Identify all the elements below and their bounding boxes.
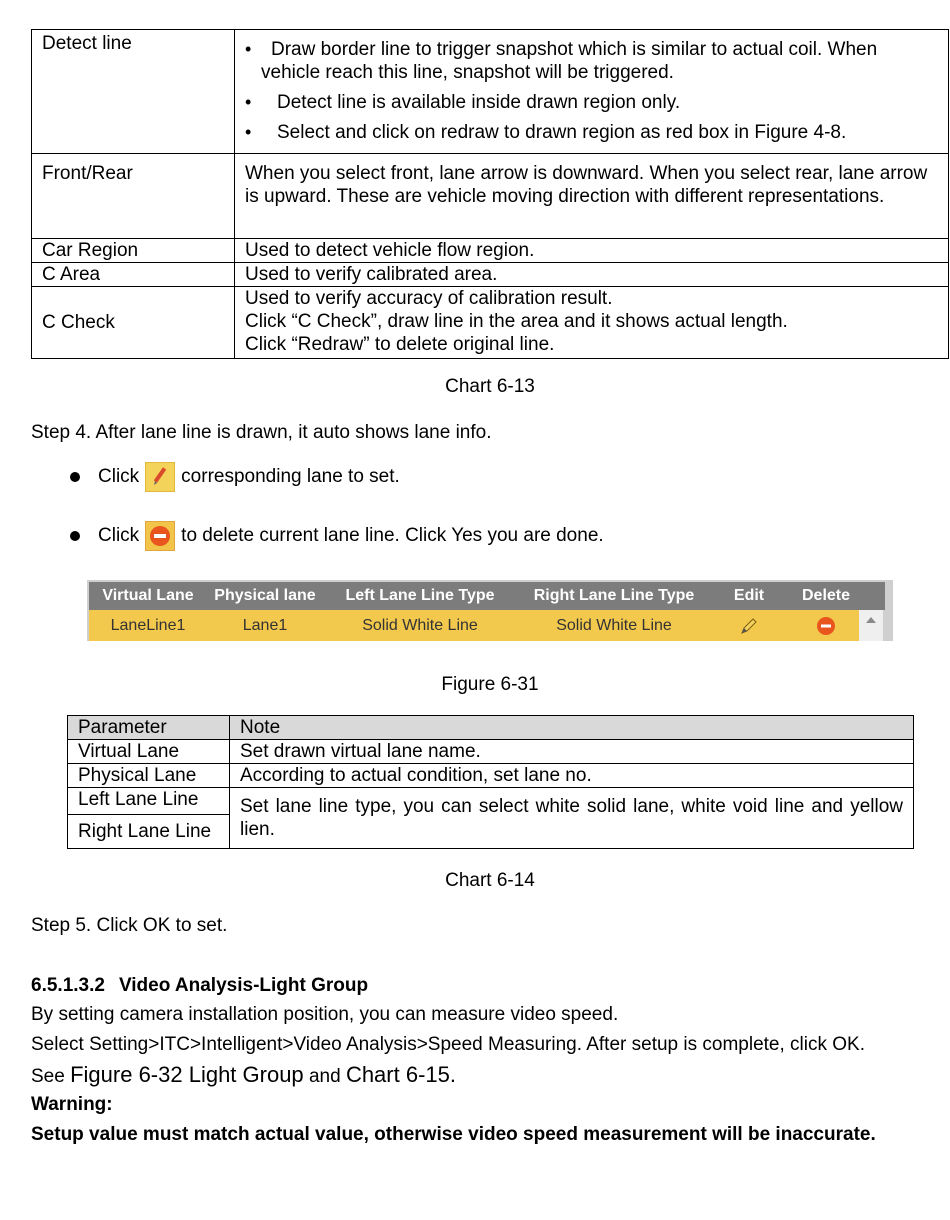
virtual-lane-cell: LaneLine1 [110, 616, 186, 634]
list-item: • Detect line is available inside drawn region only. [245, 91, 938, 114]
warning-text: Setup value must match actual value, otherwise video speed measurement will be inaccurate. [31, 1124, 876, 1145]
param-cell: C Check [32, 287, 235, 359]
bullet-dot [70, 531, 80, 541]
note-cell: According to actual condition, set lane no. [230, 764, 914, 788]
chart-reference: Chart 6-15. [345, 1062, 456, 1087]
bullet-list [245, 38, 938, 144]
figure-caption: Figure 6-31 [441, 674, 539, 695]
grid-header [89, 582, 885, 610]
pencil-icon [738, 615, 760, 637]
section-number: 6.5.1.3.2 [31, 975, 105, 996]
note-cell: Used to verify calibrated area. [235, 263, 949, 287]
section-title: Video Analysis-Light Group [118, 975, 369, 996]
note-cell [235, 287, 949, 359]
param-cell: Front/Rear [32, 154, 235, 239]
note-cell [235, 30, 949, 154]
note-line: Click “C Check”, draw line in the area and it shows actual length. [245, 311, 788, 332]
delete-button[interactable] [787, 610, 865, 641]
column-header: Delete [801, 587, 851, 604]
bullet-text: Click [98, 466, 140, 487]
parameter-table-6-13 [31, 29, 949, 359]
scroll-up-arrow-icon [859, 610, 883, 641]
param-cell: Left Lane Line [68, 788, 230, 815]
minus-circle-icon [145, 521, 175, 551]
list-item [70, 460, 400, 494]
list-item: • Select and click on redraw to drawn region as red box in Figure 4-8. [245, 121, 938, 144]
column-header: Note [230, 716, 914, 740]
param-cell: C Area [32, 263, 235, 287]
right-line-type-cell: Solid White Line [556, 616, 672, 634]
column-header: Parameter [68, 716, 230, 740]
warning-label: Warning: [31, 1094, 113, 1115]
table-caption: Chart 6-14 [445, 870, 535, 891]
paragraph: By setting camera installation position, you can measure video speed. [31, 1004, 619, 1025]
bullet-text: corresponding lane to set. [181, 466, 400, 487]
paragraph [31, 1062, 456, 1088]
scrollbar[interactable] [859, 610, 883, 641]
param-cell: Detect line [32, 30, 235, 154]
section-heading [31, 975, 368, 997]
param-cell: Right Lane Line [68, 815, 230, 849]
column-header: Left Lane Line Type [345, 587, 495, 604]
bullet-text: to delete current lane line. Click Yes you are done. [181, 525, 604, 546]
note-cell: Used to detect vehicle flow region. [235, 239, 949, 263]
figure-reference: Figure 6-32 Light Group [70, 1062, 304, 1087]
column-header: Right Lane Line Type [533, 587, 695, 604]
param-cell: Physical Lane [68, 764, 230, 788]
parameter-table-6-14 [67, 715, 914, 849]
step-4-text: Step 4. After lane line is drawn, it auto shows lane info. [31, 422, 492, 443]
column-header: Edit [733, 587, 765, 604]
param-cell: Virtual Lane [68, 740, 230, 764]
column-header: Physical lane [214, 587, 316, 604]
column-header: Virtual Lane [102, 587, 194, 604]
note-cell: Set lane line type, you can select white solid lane, white void line and yellow lien. [230, 788, 914, 849]
param-cell: Car Region [32, 239, 235, 263]
table-caption: Chart 6-13 [445, 376, 535, 397]
note-line: Used to verify accuracy of calibration result. [245, 288, 613, 309]
note-line: Click “Redraw” to delete original line. [245, 334, 555, 355]
lane-info-grid [87, 580, 893, 641]
physical-lane-cell: Lane1 [242, 616, 288, 634]
pencil-icon [145, 462, 175, 492]
edit-button[interactable] [711, 610, 787, 641]
note-cell: Set drawn virtual lane name. [230, 740, 914, 764]
table-row[interactable] [89, 610, 859, 641]
see-text: See [31, 1066, 65, 1087]
left-line-type-cell: Solid White Line [362, 616, 478, 634]
list-item: • Draw border line to trigger snapshot which is similar to actual coil. When vehicle reach this line, snapshot will be triggered. [245, 38, 938, 84]
step-5-text: Step 5. Click OK to set. [31, 915, 228, 936]
minus-circle-icon [815, 615, 837, 637]
list-item [70, 519, 604, 553]
paragraph: Select Setting>ITC>Intelligent>Video Analysis>Speed Measuring. After setup is complete, click OK. [31, 1034, 865, 1055]
and-text: and [308, 1066, 341, 1087]
note-cell: When you select front, lane arrow is downward. When you select rear, lane arrow is upward. These are vehicle moving direction with different representations. [235, 154, 949, 239]
bullet-dot [70, 472, 80, 482]
bullet-text: Click [98, 525, 140, 546]
